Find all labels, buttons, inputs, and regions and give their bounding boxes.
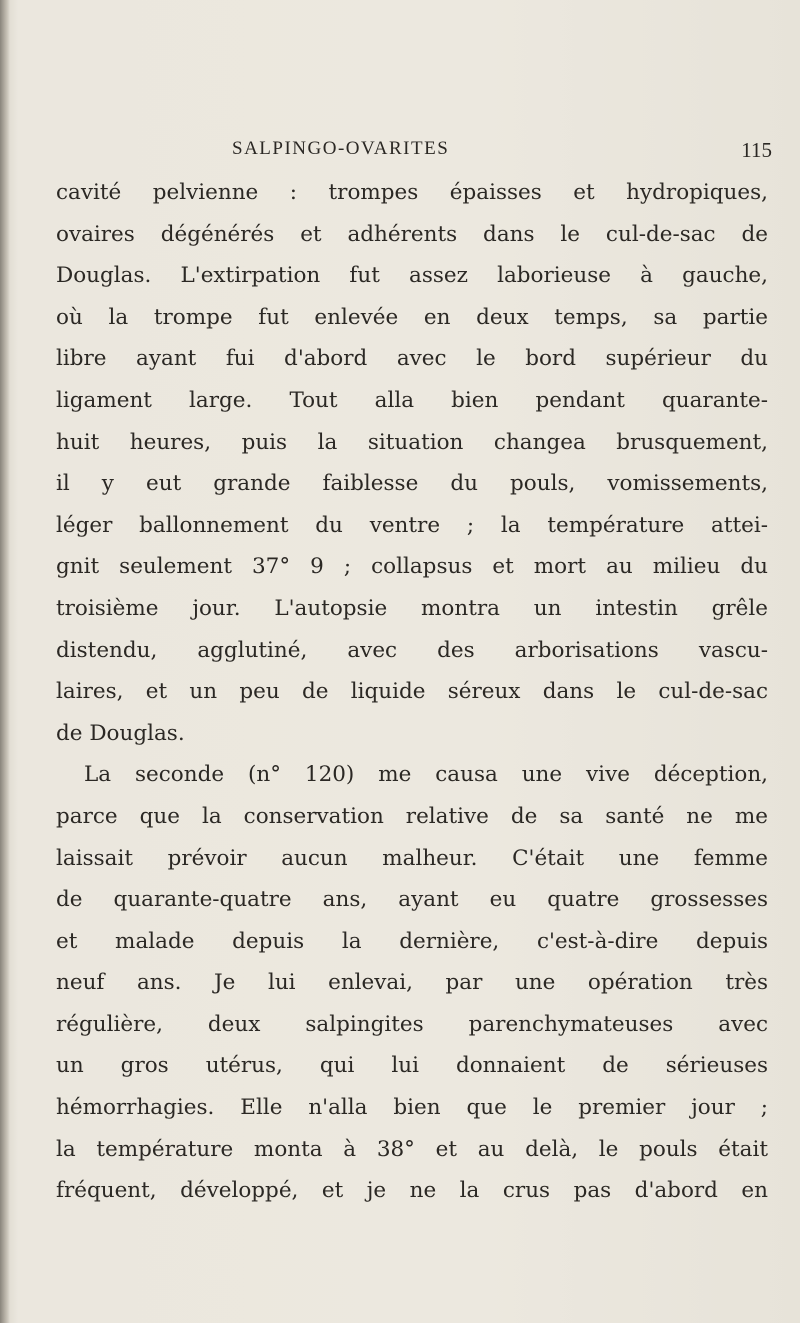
text-line: neuf ans. Je lui enlevai, par une opération très xyxy=(56,970,768,996)
text-line: un gros utérus, qui lui donnaient de sérieuses xyxy=(56,1053,768,1079)
text-line: fréquent, développé, et je ne la crus pas d'abord en xyxy=(56,1178,768,1204)
text-line: libre ayant fui d'abord avec le bord supérieur du xyxy=(56,346,768,372)
text-line: régulière, deux salpingites parenchymateuses avec xyxy=(56,1011,768,1037)
text-line: cavité pelvienne : trompes épaisses et hydropiques, xyxy=(56,180,768,205)
text-line: ovaires dégénérés et adhérents dans le cul-de-sac de xyxy=(56,221,768,247)
body-text xyxy=(56,172,768,1212)
text-line: léger ballonnement du ventre ; la température attei- xyxy=(56,512,768,538)
text-line: ligament large. Tout alla bien pendant quarante- xyxy=(56,387,768,413)
paragraph-start-line: La seconde (n° 120) me causa une vive déception, xyxy=(84,762,768,788)
text-line: distendu, agglutiné, avec des arborisations vascu- xyxy=(56,637,768,663)
running-title: SALPINGO-OVARITES xyxy=(232,138,450,159)
text-line: Douglas. L'extirpation fut assez laborieuse à gauche, xyxy=(56,263,768,289)
text-line: de quarante-quatre ans, ayant eu quatre grossesses xyxy=(56,887,768,913)
text-line: gnit seulement 37° 9 ; collapsus et mort au milieu du xyxy=(56,554,768,580)
text-line: et malade depuis la dernière, c'est-à-dire depuis xyxy=(56,928,768,954)
text-line: troisième jour. L'autopsie montra un intestin grêle xyxy=(56,595,768,621)
text-line: la température monta à 38° et au delà, le pouls était xyxy=(56,1136,768,1162)
page-number: 115 xyxy=(741,138,772,162)
text-line: laires, et un peu de liquide séreux dans le cul-de-sac xyxy=(56,679,768,705)
text-line: il y eut grande faiblesse du pouls, vomissements, xyxy=(56,471,768,497)
page-header xyxy=(232,138,772,168)
text-line: parce que la conservation relative de sa santé ne me xyxy=(56,803,768,829)
text-line: hémorrhagies. Elle n'alla bien que le premier jour ; xyxy=(56,1095,768,1121)
text-line: huit heures, puis la situation changea brusquement, xyxy=(56,429,768,455)
paragraph-end-line: de Douglas. xyxy=(56,720,185,746)
text-line: laissait prévoir aucun malheur. C'était une femme xyxy=(56,845,768,871)
page-spine-shadow xyxy=(0,0,10,1323)
text-line: où la trompe fut enlevée en deux temps, sa partie xyxy=(56,304,768,330)
